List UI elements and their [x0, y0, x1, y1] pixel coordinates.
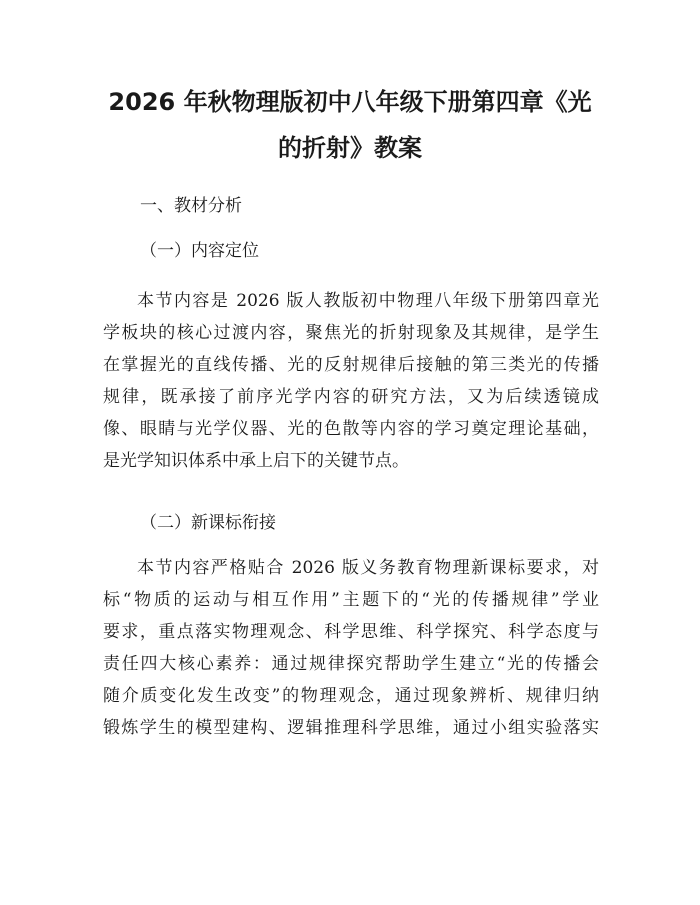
- subsection-heading-content-positioning: （一）内容定位: [140, 241, 259, 261]
- paragraph-line: 是光学知识体系中承上启下的关键节点。: [103, 451, 409, 471]
- paragraph-line: 锻炼学生的模型建构、逻辑推理科学思维，通过小组实验落实: [103, 718, 599, 738]
- paragraph-line: 随介质变化发生改变”的物理观念，通过现象辨析、规律归纳: [103, 686, 599, 706]
- paragraph-line: 学板块的核心过渡内容，聚焦光的折射现象及其规律，是学生: [103, 323, 599, 343]
- paragraph-line: 标“物质的运动与相互作用”主题下的“光的传播规律”学业: [103, 590, 599, 610]
- section-heading-textbook-analysis: 一、教材分析: [140, 196, 242, 216]
- paragraph-content-positioning: [103, 285, 599, 477]
- paragraph-line: 在掌握光的直线传播、光的反射规律后接触的第三类光的传播: [103, 355, 599, 375]
- paragraph-line: 本节内容严格贴合 2026 版义务教育物理新课标要求，对: [137, 558, 599, 578]
- paragraph-curriculum-link: [103, 552, 599, 744]
- paragraph-line: 责任四大核心素养：通过规律探究帮助学生建立“光的传播会: [103, 654, 599, 674]
- paragraph-line: 本节内容是 2026 版人教版初中物理八年级下册第四章光: [137, 291, 599, 311]
- subsection-heading-curriculum-link: （二）新课标衔接: [140, 513, 276, 533]
- paragraph-line: 像、眼睛与光学仪器、光的色散等内容的学习奠定理论基础，: [103, 419, 599, 439]
- document-title-line-2: 的折射》教案: [278, 134, 422, 162]
- paragraph-line: 规律，既承接了前序光学内容的研究方法，又为后续透镜成: [103, 387, 599, 407]
- document-title-line-1: 2026 年秋物理版初中八年级下册第四章《光: [108, 88, 592, 116]
- paragraph-line: 要求，重点落实物理观念、科学思维、科学探究、科学态度与: [103, 622, 599, 642]
